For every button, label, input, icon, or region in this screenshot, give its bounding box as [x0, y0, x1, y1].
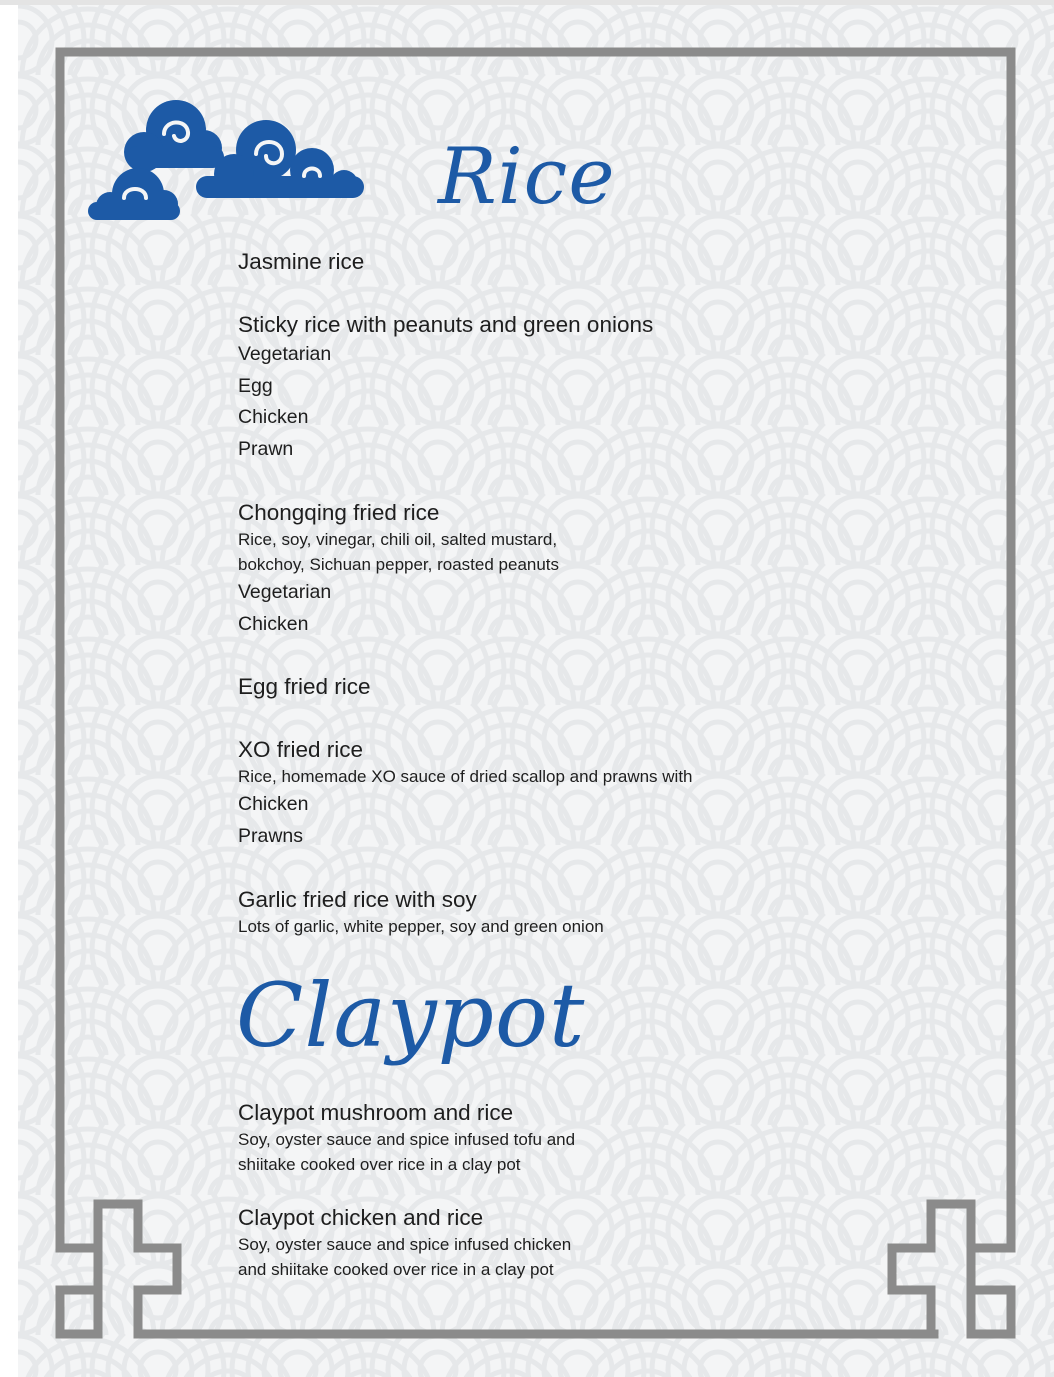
corner-knot-icon-right — [892, 1204, 1011, 1334]
item-description: Soy, oyster sauce and spice infused tofu and — [238, 1130, 576, 1149]
corner-knot-icon-left — [60, 1204, 177, 1334]
item-description: bokchoy, Sichuan pepper, roasted peanuts — [238, 555, 560, 574]
item-description: Rice, soy, vinegar, chili oil, salted mustard, — [238, 530, 558, 549]
menu-item — [238, 311, 653, 465]
rice-section-heading: Rice — [438, 132, 616, 222]
item-name: Chongqing fried rice — [238, 500, 440, 525]
menu-item — [238, 248, 364, 276]
item-variant: Chicken — [238, 612, 309, 635]
item-variant: Vegetarian — [238, 581, 332, 603]
item-name: Jasmine rice — [238, 249, 365, 274]
item-description: shiitake cooked over rice in a clay pot — [238, 1155, 521, 1174]
item-variant: Egg — [238, 374, 273, 397]
menu-item — [238, 1204, 571, 1282]
menu-item — [238, 886, 604, 939]
item-name: Egg fried rice — [238, 674, 371, 699]
item-name: Claypot mushroom and rice — [238, 1100, 514, 1125]
menu-item — [238, 736, 693, 852]
item-variant: Chicken — [238, 793, 309, 815]
item-description: Soy, oyster sauce and spice infused chicken — [238, 1235, 572, 1254]
item-variant: Prawns — [238, 824, 304, 847]
menu-item — [238, 673, 371, 701]
item-description: Lots of garlic, white pepper, soy and green onion — [238, 917, 604, 936]
cloud-icon — [86, 94, 371, 234]
menu-item — [238, 499, 559, 640]
item-variant: Chicken — [238, 406, 309, 428]
menu-item — [238, 1099, 575, 1177]
item-variant: Prawn — [238, 437, 294, 460]
item-description: Rice, homemade XO sauce of dried scallop and prawns with — [238, 767, 693, 786]
item-name: Claypot chicken and rice — [238, 1205, 484, 1230]
claypot-section-heading: Claypot — [236, 964, 586, 1067]
item-name: XO fried rice — [238, 737, 364, 762]
item-variant: Vegetarian — [238, 343, 332, 365]
item-name: Sticky rice with peanuts and green onions — [238, 312, 654, 337]
item-description: and shiitake cooked over rice in a clay pot — [238, 1260, 554, 1279]
item-name: Garlic fried rice with soy — [238, 887, 477, 912]
